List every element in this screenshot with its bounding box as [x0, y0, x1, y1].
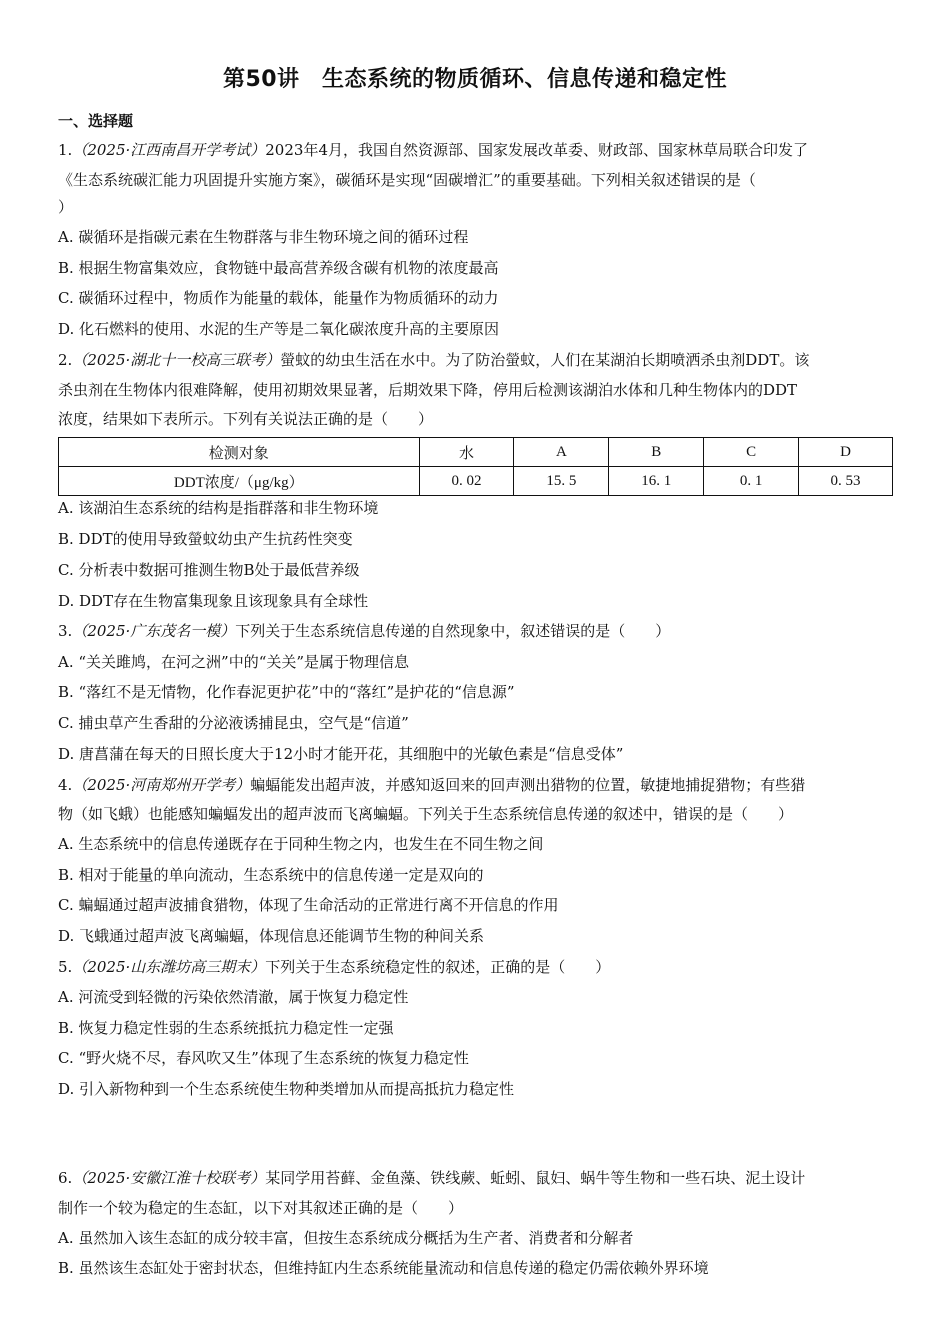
- q1-option-a: A. 碳循环是指碳元素在生物群落与非生物环境之间的循环过程: [58, 228, 469, 246]
- table-cell: 15. 5: [514, 467, 609, 496]
- table-cell: DDT浓度/（μg/kg）: [59, 467, 420, 496]
- q2-option-a: A. 该湖泊生态系统的结构是指群落和非生物环境: [58, 499, 379, 517]
- q2-stem-text: 螢蚊的幼虫生活在水中。为了防治螢蚊，人们在某湖泊长期喷洒杀虫剂DDT。该: [280, 351, 810, 369]
- table-header-cell: C: [704, 438, 799, 467]
- table-header-cell: 水: [419, 438, 514, 467]
- q2-stem-line-2: 杀虫剂在生物体内很难降解，使用初期效果显著，后期效果下降，停用后检测该湖泊水体和几种生物体内的DDT: [58, 381, 798, 399]
- q3-option-d: D. 唐菖蒲在每天的日照长度大于12小时才能开花，其细胞中的光敏色素是“信息受体”: [58, 745, 624, 763]
- table-row: [59, 467, 893, 496]
- table-header-cell: D: [799, 438, 893, 467]
- q1-option-b: B. 根据生物富集效应，食物链中最高营养级含碳有机物的浓度最高: [58, 259, 499, 277]
- q3-option-c: C. 捕虫草产生香甜的分泌液诱捕昆虫，空气是“信道”: [58, 714, 409, 732]
- q1-stem-line-1: [58, 140, 894, 160]
- q1-stem-text: 2023年4月，我国自然资源部、国家发展改革委、财政部、国家林草局联合印发了: [265, 141, 808, 159]
- q4-option-d: D. 飞蛾通过超声波飞离蝙蝠，体现信息还能调节生物的种间关系: [58, 927, 485, 945]
- q5-option-d: D. 引入新物种到一个生态系统使生物种类增加从而提高抵抗力稳定性: [58, 1080, 515, 1098]
- q6-stem-text: 某同学用苔藓、金鱼藻、铁线蕨、蚯蚓、鼠妇、蜗牛等生物和一些石块、泥土设计: [265, 1169, 806, 1187]
- q4-stem-line-2: 物（如飞蛾）也能感知蝙蝠发出的超声波而飞离蝙蝠。下列关于生态系统信息传递的叙述中，错误的是（ ）: [58, 805, 794, 823]
- q2-stem-line-3: 浓度，结果如下表所示。下列有关说法正确的是（ ）: [58, 410, 434, 428]
- table-header-row: [59, 438, 893, 467]
- q3-stem-text: 下列关于生态系统信息传递的自然现象中，叙述错误的是（ ）: [235, 622, 671, 640]
- q6-option-b: B. 虽然该生态缸处于密封状态，但维持缸内生态系统能量流动和信息传递的稳定仍需依赖外界环境: [58, 1259, 709, 1277]
- q1-option-c: C. 碳循环过程中，物质作为能量的载体，能量作为物质循环的动力: [58, 289, 499, 307]
- q4-option-c: C. 蝙蝠通过超声波捕食猎物，体现了生命活动的正常进行离不开信息的作用: [58, 896, 559, 914]
- q3-stem-line-1: [58, 621, 894, 641]
- q3-option-a: A. “关关雎鸠，在河之洲”中的“关关”是属于物理信息: [58, 653, 410, 671]
- q2-source: （2025·湖北十一校高三联考）: [72, 351, 281, 369]
- q3-source: （2025·广东茂名一模）: [72, 622, 236, 640]
- table-header-cell: B: [609, 438, 704, 467]
- q1-number: 1.: [58, 141, 73, 159]
- q5-option-b: B. 恢复力稳定性弱的生态系统抵抗力稳定性一定强: [58, 1019, 394, 1037]
- q2-stem-line-1: [58, 350, 894, 370]
- q1-stem-line-3: ）: [58, 198, 74, 216]
- table-cell: 0. 1: [704, 467, 799, 496]
- q3-option-b: B. “落红不是无情物，化作春泥更护花”中的“落红”是护花的“信息源”: [58, 683, 515, 701]
- q2-option-b: B. DDT的使用导致螢蚊幼虫产生抗药性突变: [58, 530, 353, 548]
- q5-option-a: A. 河流受到轻微的污染依然清澈，属于恢复力稳定性: [58, 988, 409, 1006]
- q4-option-b: B. 相对于能量的单向流动，生态系统中的信息传递一定是双向的: [58, 866, 484, 884]
- section-heading: 一、选择题: [58, 112, 134, 130]
- table-header-cell: 检测对象: [59, 438, 420, 467]
- q4-stem-text: 蝙蝠能发出超声波，并感知返回来的回声测出猎物的位置，敏捷地捕捉猎物；有些猎: [250, 776, 806, 794]
- q4-option-a: A. 生态系统中的信息传递既存在于同种生物之内，也发生在不同生物之间: [58, 835, 544, 853]
- q4-number: 4.: [58, 776, 73, 794]
- page-title: 第50讲 生态系统的物质循环、信息传递和稳定性: [222, 67, 728, 92]
- q3-number: 3.: [58, 622, 73, 640]
- ddt-table: [58, 437, 893, 496]
- q1-option-d: D. 化石燃料的使用、水泥的生产等是二氧化碳浓度升高的主要原因: [58, 320, 500, 338]
- q5-stem-line-1: [58, 957, 894, 977]
- q5-stem-text: 下列关于生态系统稳定性的叙述，正确的是（ ）: [265, 958, 611, 976]
- q6-stem-line-1: [58, 1168, 894, 1188]
- q4-source: （2025·河南郑州开学考）: [72, 776, 251, 794]
- q2-option-d: D. DDT存在生物富集现象且该现象具有全球性: [58, 592, 369, 610]
- q5-number: 5.: [58, 958, 73, 976]
- table-header-cell: A: [514, 438, 609, 467]
- q6-option-a: A. 虽然加入该生态缸的成分较丰富，但按生态系统成分概括为生产者、消费者和分解者: [58, 1229, 634, 1247]
- table-cell: 16. 1: [609, 467, 704, 496]
- q5-option-c: C. “野火烧不尽，春风吹又生”体现了生态系统的恢复力稳定性: [58, 1049, 469, 1067]
- q5-source: （2025·山东潍坊高三期末）: [72, 958, 266, 976]
- q6-stem-line-2: 制作一个较为稳定的生态缸，以下对其叙述正确的是（ ）: [58, 1199, 464, 1217]
- q4-stem-line-1: [58, 775, 894, 795]
- q2-option-c: C. 分析表中数据可推测生物B处于最低营养级: [58, 561, 360, 579]
- q6-source: （2025·安徽江淮十校联考）: [72, 1169, 266, 1187]
- q1-stem-line-2: 《生态系统碳汇能力巩固提升实施方案》，碳循环是实现“固碳增汇”的重要基础。下列相关叙述错误的是（: [58, 171, 756, 189]
- q2-number: 2.: [58, 351, 73, 369]
- table-cell: 0. 02: [419, 467, 514, 496]
- q6-number: 6.: [58, 1169, 73, 1187]
- q1-source: （2025·江西南昌开学考试）: [72, 141, 266, 159]
- table-cell: 0. 53: [799, 467, 893, 496]
